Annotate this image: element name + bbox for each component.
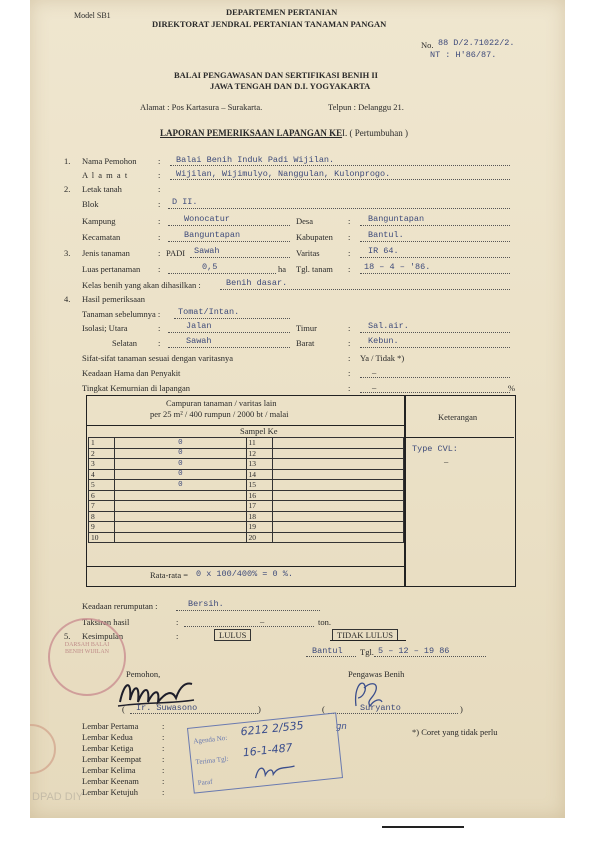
sample-number: 11 <box>246 438 272 449</box>
dotted-line <box>220 289 510 290</box>
sample-number: 1 <box>89 438 115 449</box>
sample-count <box>272 480 403 491</box>
sample-count <box>115 490 246 501</box>
south-label: Selatan <box>112 338 138 348</box>
sample-count: 0 <box>115 469 246 480</box>
keterangan-dash: – <box>444 456 449 466</box>
sample-count <box>115 522 246 533</box>
sample-table <box>88 437 404 543</box>
area-value: 0,5 <box>202 262 218 272</box>
colon: : <box>348 216 351 226</box>
sample-number: 3 <box>89 459 115 470</box>
block-label: Blok <box>82 199 99 209</box>
sample-number: 9 <box>89 522 115 533</box>
east-label: Timur <box>296 323 317 333</box>
page-bottom-rule <box>382 826 464 828</box>
crop-type-label: Jenis tanaman <box>82 248 130 258</box>
table-row <box>89 490 404 501</box>
regency-label: Kabupaten <box>296 232 333 242</box>
sample-number: 20 <box>246 532 272 543</box>
sample-count: 0 <box>115 480 246 491</box>
supervisor-paren-open: ( <box>322 704 325 714</box>
colon: : <box>348 232 351 242</box>
variety-conformity-label: Sifat-sifat tanaman sesuai dengan varitasnya <box>82 353 234 363</box>
dotted-line <box>168 273 276 274</box>
dotted-line <box>374 656 486 657</box>
directorate-title: DIREKTORAT JENDRAL PERTANIAN TANAMAN PANGAN <box>152 19 387 29</box>
land-location-label: Letak tanah <box>82 184 122 194</box>
margin-seal <box>30 724 56 774</box>
village-value: Banguntapan <box>368 214 425 224</box>
sample-number: 19 <box>246 522 272 533</box>
place-value: Bantul <box>312 646 343 656</box>
fail-underline <box>330 640 406 641</box>
colon: : <box>158 248 161 258</box>
agenda-value: 6212 2/535 <box>239 718 305 739</box>
area-label: Luas pertanaman <box>82 264 141 274</box>
round-stamp-text: DARSAH BALAI BENIH WIJILAN <box>64 642 110 655</box>
dotted-line <box>176 610 320 611</box>
table-row <box>89 469 404 480</box>
crop-field-type: Sawah <box>194 246 220 256</box>
previous-crop-value: Tomat/Intan. <box>178 307 240 317</box>
dotted-line <box>170 179 510 180</box>
dotted-line <box>360 225 510 226</box>
no-label: No. <box>421 40 434 50</box>
sample-number: 7 <box>89 501 115 512</box>
sample-number: 17 <box>246 501 272 512</box>
average-value: 0 x 100/400% = 0 %. <box>196 569 293 579</box>
nt-number: NT : H'86/87. <box>430 50 497 60</box>
sample-count: 0 <box>115 459 246 470</box>
report-title: LAPORAN PEMERIKSAAN LAPANGAN KE <box>160 128 343 138</box>
colon: : <box>158 184 161 194</box>
dotted-line <box>168 241 290 242</box>
paraf-label: Paraf <box>197 777 213 788</box>
document-number: 88 D/2.71022/2. <box>438 38 515 48</box>
block-value: D II. <box>172 197 198 207</box>
table-header-line1: Campuran tanaman / varitas lain <box>166 398 277 408</box>
colon: : <box>348 323 351 333</box>
variety-label: Varitas <box>296 248 320 258</box>
colon: : <box>158 232 161 242</box>
dotted-line <box>168 347 290 348</box>
balai-title: BALAI PENGAWASAN DAN SERTIFIKASI BENIH II <box>174 70 378 80</box>
dotted-line <box>328 713 458 714</box>
previous-crop-label: Tanaman sebelumnya : <box>82 309 161 319</box>
sample-count: 0 <box>115 438 246 449</box>
sample-number: 10 <box>89 532 115 543</box>
keterangan-header: Keterangan <box>438 412 478 422</box>
colon: : <box>162 732 165 742</box>
report-number: I. ( Pertumbuhan ) <box>342 128 408 138</box>
colon: : <box>158 323 161 333</box>
document-page <box>30 0 565 818</box>
sample-number: 18 <box>246 511 272 522</box>
dotted-line <box>360 241 510 242</box>
colon: : <box>348 264 351 274</box>
dotted-line <box>130 713 258 714</box>
colon: : <box>158 338 161 348</box>
crop-type-value: PADI <box>166 248 186 258</box>
section-4-number: 4. <box>64 294 71 304</box>
district-value: Banguntapan <box>184 230 241 240</box>
purity-label: Tingkat Kemurnian di lapangan <box>82 383 191 393</box>
office-phone: Telpun : Delanggu 21. <box>328 102 404 112</box>
colon: : <box>158 170 161 180</box>
received-label: Terima Tgl: <box>195 754 229 767</box>
yield-estimate-value: – <box>260 616 265 626</box>
applicant-paren-open: ( <box>122 704 125 714</box>
colon: : <box>162 754 165 764</box>
copy-label: Lembar Keenam <box>82 776 139 786</box>
dotted-line <box>190 257 290 258</box>
dotted-line <box>360 392 510 393</box>
sample-count <box>272 522 403 533</box>
purity-value: – <box>372 382 377 392</box>
weed-condition-label: Keadaan rerumputan : <box>82 601 158 611</box>
variety-conformity-value: Ya / Tidak *) <box>360 353 405 363</box>
address-value: Wijilan, Wijimulyo, Nanggulan, Kulonprogo. <box>176 169 391 179</box>
sample-count <box>272 490 403 501</box>
sample-number: 2 <box>89 448 115 459</box>
colon: : <box>176 631 179 641</box>
agenda-stamp <box>187 712 343 793</box>
table-row <box>89 459 404 470</box>
west-label: Barat <box>296 338 315 348</box>
purity-unit: % <box>508 383 516 393</box>
sample-number: 8 <box>89 511 115 522</box>
department-title: DEPARTEMEN PERTANIAN <box>226 7 338 17</box>
applicant-name-label: Nama Pemohon <box>82 156 137 166</box>
supervisor-sign-label: Pengawas Benih <box>348 669 405 679</box>
seed-class-value: Benih dasar. <box>226 278 288 288</box>
sample-number: 6 <box>89 490 115 501</box>
sample-number: 5 <box>89 480 115 491</box>
isolation-north-label: Isolasi; Utara <box>82 323 128 333</box>
kampung-label: Kampung <box>82 216 116 226</box>
colon: : <box>348 338 351 348</box>
table-row <box>89 448 404 459</box>
average-label: Rata-rata = <box>150 570 189 580</box>
table-row <box>89 511 404 522</box>
weed-condition-value: Bersih. <box>188 599 224 609</box>
colon: : <box>158 156 161 166</box>
sample-number: 14 <box>246 469 272 480</box>
sample-count <box>272 501 403 512</box>
applicant-signer-name: Ir. Suwasono <box>136 703 198 713</box>
inspection-result-label: Hasil pemeriksaan <box>82 294 146 304</box>
address-label: A l a m a t <box>82 170 129 180</box>
dotted-line <box>360 257 510 258</box>
sample-number: 16 <box>246 490 272 501</box>
table-divider <box>404 395 406 586</box>
applicant-paren-close: ) <box>258 704 261 714</box>
colon: : <box>348 353 351 363</box>
received-value: 16-1-487 <box>242 741 294 760</box>
dotted-line <box>360 332 510 333</box>
sample-count <box>272 511 403 522</box>
table-row <box>89 501 404 512</box>
supervisor-signer-name: Suryanto <box>360 703 401 713</box>
yield-unit: ton. <box>318 617 331 627</box>
dotted-line <box>184 626 314 627</box>
dotted-line <box>360 377 510 378</box>
colon: : <box>176 617 179 627</box>
pass-box: LULUS <box>214 629 251 641</box>
north-value: Jalan <box>186 321 212 331</box>
seed-class-label: Kelas benih yang akan dihasilkan : <box>82 280 201 290</box>
colon: : <box>158 199 161 209</box>
applicant-sign-label: Pemohon, <box>126 669 161 679</box>
sample-count <box>272 469 403 480</box>
table-row <box>89 522 404 533</box>
balai-region: JAWA TENGAH DAN D.I. YOGYAKARTA <box>210 81 371 91</box>
colon: : <box>162 743 165 753</box>
colon: : <box>162 721 165 731</box>
planting-date-label: Tgl. tanam <box>296 264 333 274</box>
office-round-stamp <box>48 618 126 696</box>
variety-value: IR 64. <box>368 246 399 256</box>
colon: : <box>348 368 351 378</box>
dotted-line <box>168 208 510 209</box>
copy-label: Lembar Ketiga <box>82 743 134 753</box>
kampung-value: Wonocatur <box>184 214 230 224</box>
sample-number: 13 <box>246 459 272 470</box>
dotted-line <box>360 273 510 274</box>
colon: : <box>348 248 351 258</box>
section-3-number: 3. <box>64 248 71 258</box>
colon: : <box>162 765 165 775</box>
south-value: Sawah <box>186 336 212 346</box>
colon: : <box>158 264 161 274</box>
yield-estimate-label: Taksiran hasil <box>82 617 130 627</box>
table-row <box>89 532 404 543</box>
footnote: *) Coret yang tidak perlu <box>412 727 498 737</box>
dotted-line <box>306 656 356 657</box>
sample-count <box>115 511 246 522</box>
sample-count <box>272 459 403 470</box>
village-label: Desa <box>296 216 313 226</box>
sample-count <box>272 448 403 459</box>
table-header-line2: per 25 m² / 400 rumpun / 2000 bt / malai <box>150 409 289 419</box>
section-5-number: 5. <box>64 631 71 641</box>
sample-number: 4 <box>89 469 115 480</box>
office-address: Alamat : Pos Kartasura – Surakarta. <box>140 102 263 112</box>
sample-number: 15 <box>246 480 272 491</box>
first-copy-value: gn <box>336 722 347 732</box>
table-row <box>89 438 404 449</box>
colon: : <box>162 787 165 797</box>
copy-label: Lembar Keempat <box>82 754 142 764</box>
section-1-number: 1. <box>64 156 71 166</box>
sample-count <box>115 501 246 512</box>
fail-box: TIDAK LULUS <box>332 629 398 641</box>
dotted-line <box>174 318 290 319</box>
applicant-name-value: Balai Benih Induk Padi Wijilan. <box>176 155 335 165</box>
conclusion-label: Kesimpulan <box>82 631 124 641</box>
copy-label: Lembar Kedua <box>82 732 133 742</box>
copy-label: Lembar Kelima <box>82 765 136 775</box>
sample-count <box>272 438 403 449</box>
table-footer-rule <box>86 566 404 567</box>
colon: : <box>162 776 165 786</box>
paraf-initials <box>250 759 302 782</box>
sample-count <box>272 532 403 543</box>
area-unit: ha <box>278 264 287 274</box>
dotted-line <box>360 347 510 348</box>
date-value: 5 – 12 – 19 86 <box>378 646 450 656</box>
colon: : <box>158 216 161 226</box>
table-row <box>89 480 404 491</box>
model-code: Model SB1 <box>74 11 111 20</box>
district-label: Kecamatan <box>82 232 121 242</box>
sample-header: Sampel Ke <box>240 426 278 436</box>
sample-number: 12 <box>246 448 272 459</box>
section-2-number: 2. <box>64 184 71 194</box>
supervisor-paren-close: ) <box>460 704 463 714</box>
colon: : <box>348 383 351 393</box>
dotted-line <box>168 332 290 333</box>
pest-disease-label: Keadaan Hama dan Penyakit <box>82 368 181 378</box>
keterangan-header-rule <box>404 437 514 438</box>
west-value: Kebun. <box>368 336 399 346</box>
dotted-line <box>170 165 510 166</box>
pest-disease-value: – <box>372 367 377 377</box>
archive-watermark: DPAD DIY <box>32 791 84 803</box>
dotted-line <box>168 225 290 226</box>
regency-value: Bantul. <box>368 230 404 240</box>
copy-label: Lembar Pertama <box>82 721 139 731</box>
keterangan-value: Type CVL: <box>412 444 458 454</box>
sample-count <box>115 532 246 543</box>
east-value: Sal.air. <box>368 321 409 331</box>
date-label: Tgl. <box>360 647 374 657</box>
agenda-label: Agenda No: <box>192 733 228 746</box>
sample-count: 0 <box>115 448 246 459</box>
copy-label: Lembar Ketujuh <box>82 787 138 797</box>
planting-date-value: 18 – 4 – '86. <box>364 262 431 272</box>
